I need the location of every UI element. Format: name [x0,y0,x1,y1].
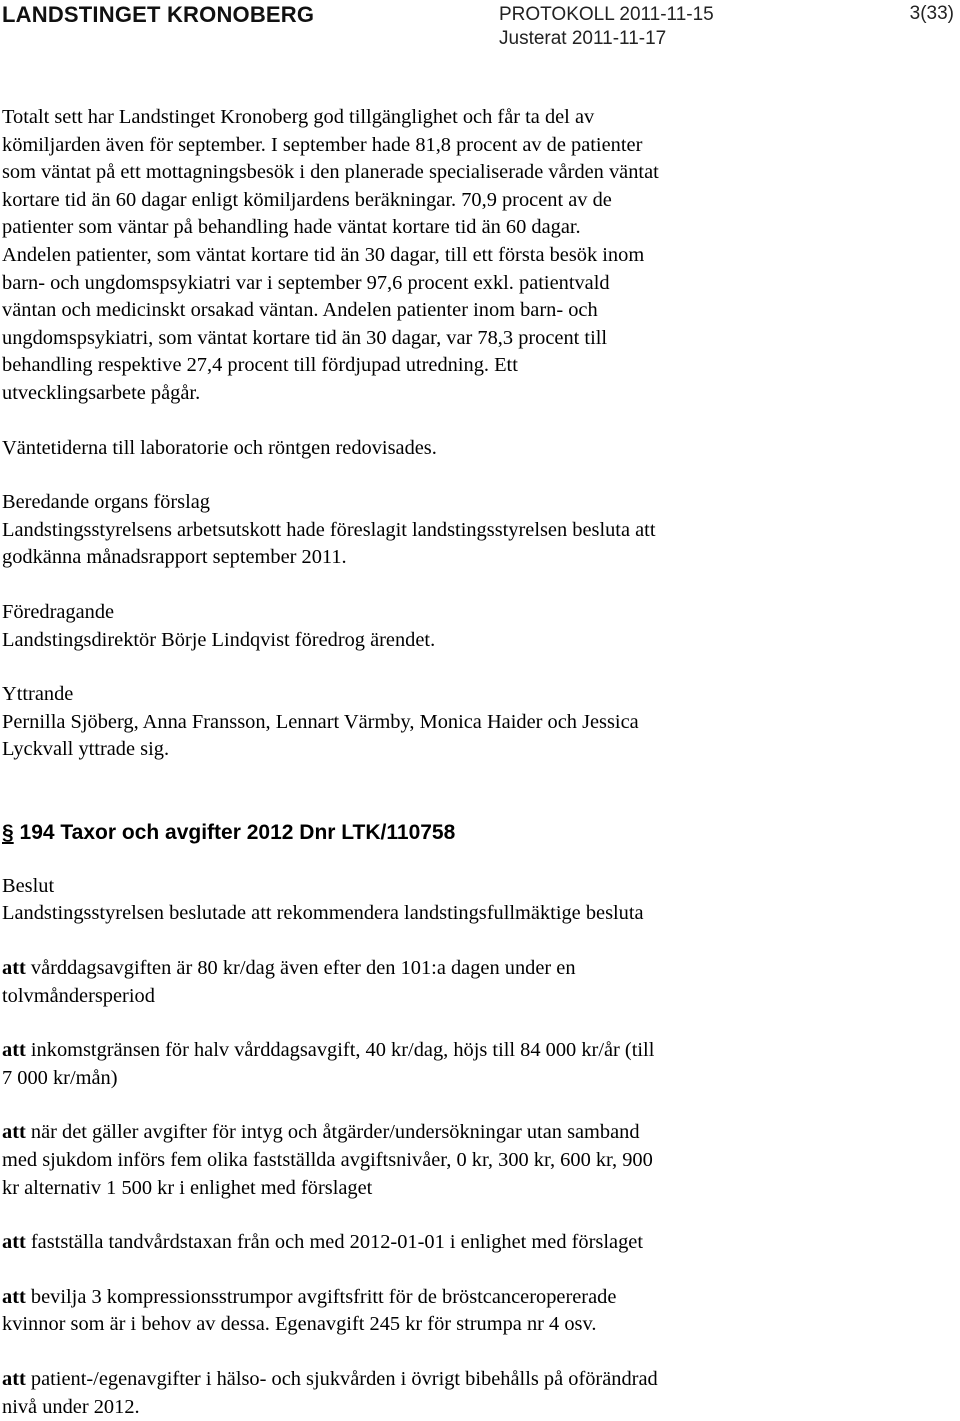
protocol-date: PROTOKOLL 2011-11-15 [499,4,714,25]
text-line: utvecklingsarbete pågår. [2,381,201,404]
decision-item [2,1366,952,1421]
page-header [0,0,960,60]
yttrande-heading: Yttrande [2,683,74,706]
organization-name: LANDSTINGET KRONOBERG [2,2,315,27]
section-heading-194 [2,819,952,846]
adjusted-date: Justerat 2011-11-17 [499,28,667,49]
text-line: nivå under 2012. [2,1395,140,1418]
beslut-text: Landstingsstyrelsen beslutade att rekommendera landstingsfullmäktige besluta [2,902,644,925]
paragraph-sign: § [2,820,14,844]
att-keyword: att [2,957,26,980]
decision-item [2,1284,952,1339]
text-line: godkänna månadsrapport september 2011. [2,546,347,569]
text-line: Lyckvall yttrade sig. [2,738,170,761]
decision-item [2,1037,952,1092]
text-line: att inkomstgränsen för halv vårddagsavgift, 40 kr/dag, höjs till 84 000 kr/år (till [2,1039,655,1062]
decision-item [2,955,952,1010]
text-line: 7 000 kr/mån) [2,1066,118,1089]
text-line: behandling respektive 27,4 procent till fördjupad utredning. Ett [2,354,518,377]
text-line: som väntat på ett mottagningsbesök i den planerade specialiserade vården väntat [2,161,659,184]
att-keyword: att [2,1039,26,1062]
text-line: att när det gäller avgifter för intyg och åtgärder/undersökningar utan samband [2,1121,640,1144]
intro-paragraph [2,104,952,408]
decision-item [2,1229,952,1257]
text-line: patienter som väntar på behandling hade väntat kortare tid än 60 dagar. [2,216,581,239]
text-line: kömiljarden även för september. I september hade 81,8 procent av de patienter [2,133,643,156]
text-line: Andelen patienter, som väntat kortare tid än 30 dagar, till ett första besök inom [2,243,645,266]
att-keyword: att [2,1121,26,1144]
foredragande-text: Landstingsdirektör Börje Lindqvist föredrog ärendet. [2,628,436,651]
text-line: väntan och medicinskt orsakad väntan. Andelen patienter inom barn- och [2,299,598,322]
text-line: Totalt sett har Landstinget Kronoberg god tillgänglighet och får ta del av [2,106,595,128]
att-keyword: att [2,1368,26,1390]
text-line: med sjukdom införs fem olika fastställda avgiftsnivåer, 0 kr, 300 kr, 600 kr, 900 [2,1149,653,1172]
decision-item [2,1119,952,1202]
beredande-heading: Beredande organs förslag [2,491,210,514]
text-line: Landstingsstyrelsens arbetsutskott hade föreslagit landstingsstyrelsen besluta att [2,518,656,541]
text-line: att bevilja 3 kompressionsstrumpor avgiftsfritt för de bröstcanceropererade [2,1285,617,1308]
foredragande-heading: Föredragande [2,600,115,623]
text-line: att fastställa tandvårdstaxan från och med 2012-01-01 i enlighet med förslaget [2,1231,643,1254]
text-line: barn- och ungdomspsykiatri var i september 97,6 procent exkl. patientvald [2,271,610,294]
beslut-heading: Beslut [2,874,55,897]
text-line: ungdomspsykiatri, som väntat kortare tid än 30 dagar, var 78,3 procent till [2,326,608,349]
text-line: kr alternativ 1 500 kr i enlighet med förslaget [2,1176,373,1199]
text-line: Pernilla Sjöberg, Anna Fransson, Lennart Värmby, Monica Haider och Jessica [2,710,639,733]
text-line: kvinnor som är i behov av dessa. Egenavgift 245 kr för strumpa nr 4 osv. [2,1313,597,1336]
text-line: att vårddagsavgiften är 80 kr/dag även efter den 101:a dagen under en [2,957,576,980]
protocol-info [499,3,714,51]
document-body [2,104,952,1421]
att-keyword: att [2,1285,26,1308]
page-number: 3(33) [909,3,954,24]
section-title: 194 Taxor och avgifter 2012 Dnr LTK/110758 [19,820,456,844]
text-line: kortare tid än 60 dagar enligt kömiljardens beräkningar. 70,9 procent av de [2,188,612,211]
att-keyword: att [2,1231,26,1254]
text-line: att patient-/egenavgifter i hälso- och sjukvården i övrigt bibehålls på oförändrad [2,1368,658,1390]
wait-times-paragraph: Väntetiderna till laboratorie och röntgen redovisades. [2,436,437,459]
text-line: tolvmåndersperiod [2,984,155,1007]
